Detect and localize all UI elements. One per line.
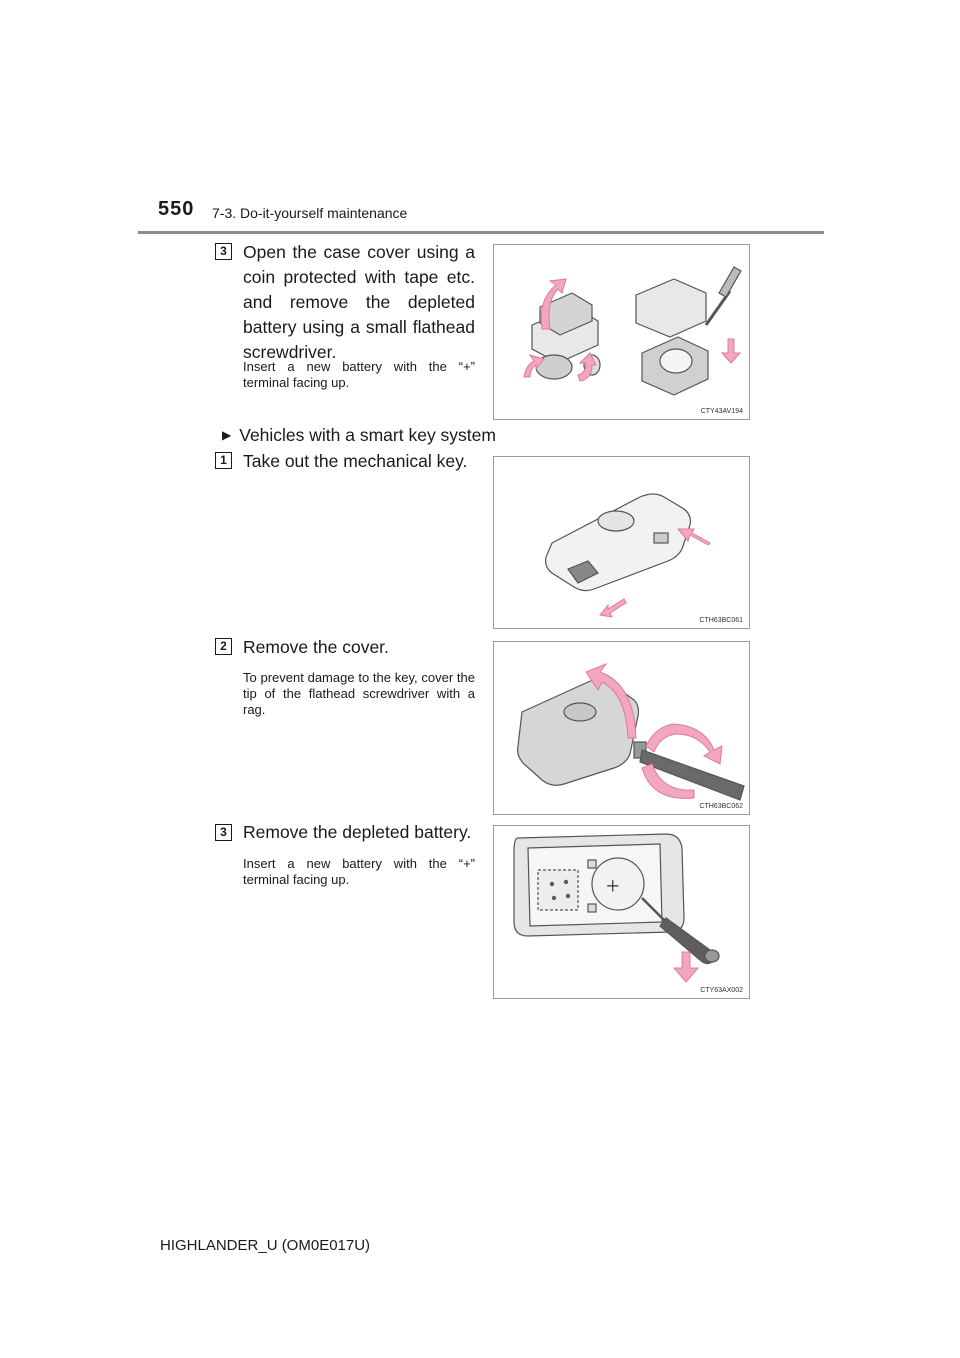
figure-open-case [493,244,750,420]
footer-model: HIGHLANDER_U (OM0E017U) [160,1237,371,1254]
step-instruction: Remove the depleted battery. [243,822,472,842]
step-instruction: Take out the mechanical key. [243,451,468,471]
step-instruction: Remove the cover. [243,637,389,657]
step-note: To prevent damage to the key, cover the tip of the flathead screwdriver with a rag. [243,670,475,717]
figure-remove-battery [493,825,750,999]
triangle-bullet-icon: ▶ [222,428,232,442]
step-number-box: 3 [215,824,232,841]
section-title: 7-3. Do-it-yourself maintenance [212,205,408,221]
figure-remove-cover [493,641,750,815]
step-instruction: Open the case cover using a coin protected with tape etc. and remove the depleted battery using a small flathead screwdriver. [243,242,475,362]
smart-key-cover-illustration [518,679,744,800]
step-note: Insert a new battery with the “+” terminal facing up. [243,359,475,390]
battery-compartment-illustration [514,834,719,964]
arrow-icon [674,952,698,982]
plus-sign: + [606,874,620,900]
step-number-box: 1 [215,452,232,469]
smart-key-heading [222,425,496,446]
figure-code: CTH63BC062 [699,803,743,810]
figure-code: CTH63BC061 [699,617,743,624]
figure-code: CTY63AX002 [700,987,743,994]
smart-key-illustration [546,494,691,591]
figure-take-out-key [493,456,750,629]
step-number-box: 2 [215,638,232,655]
page-number: 550 [158,198,195,220]
header-rule [138,231,824,234]
step-note: Insert a new battery with the “+” terminal facing up. [243,856,475,887]
step-number-box: 3 [215,243,232,260]
smart-key-heading-text: Vehicles with a smart key system [239,425,496,445]
figure-code: CTY43AV194 [700,408,743,415]
